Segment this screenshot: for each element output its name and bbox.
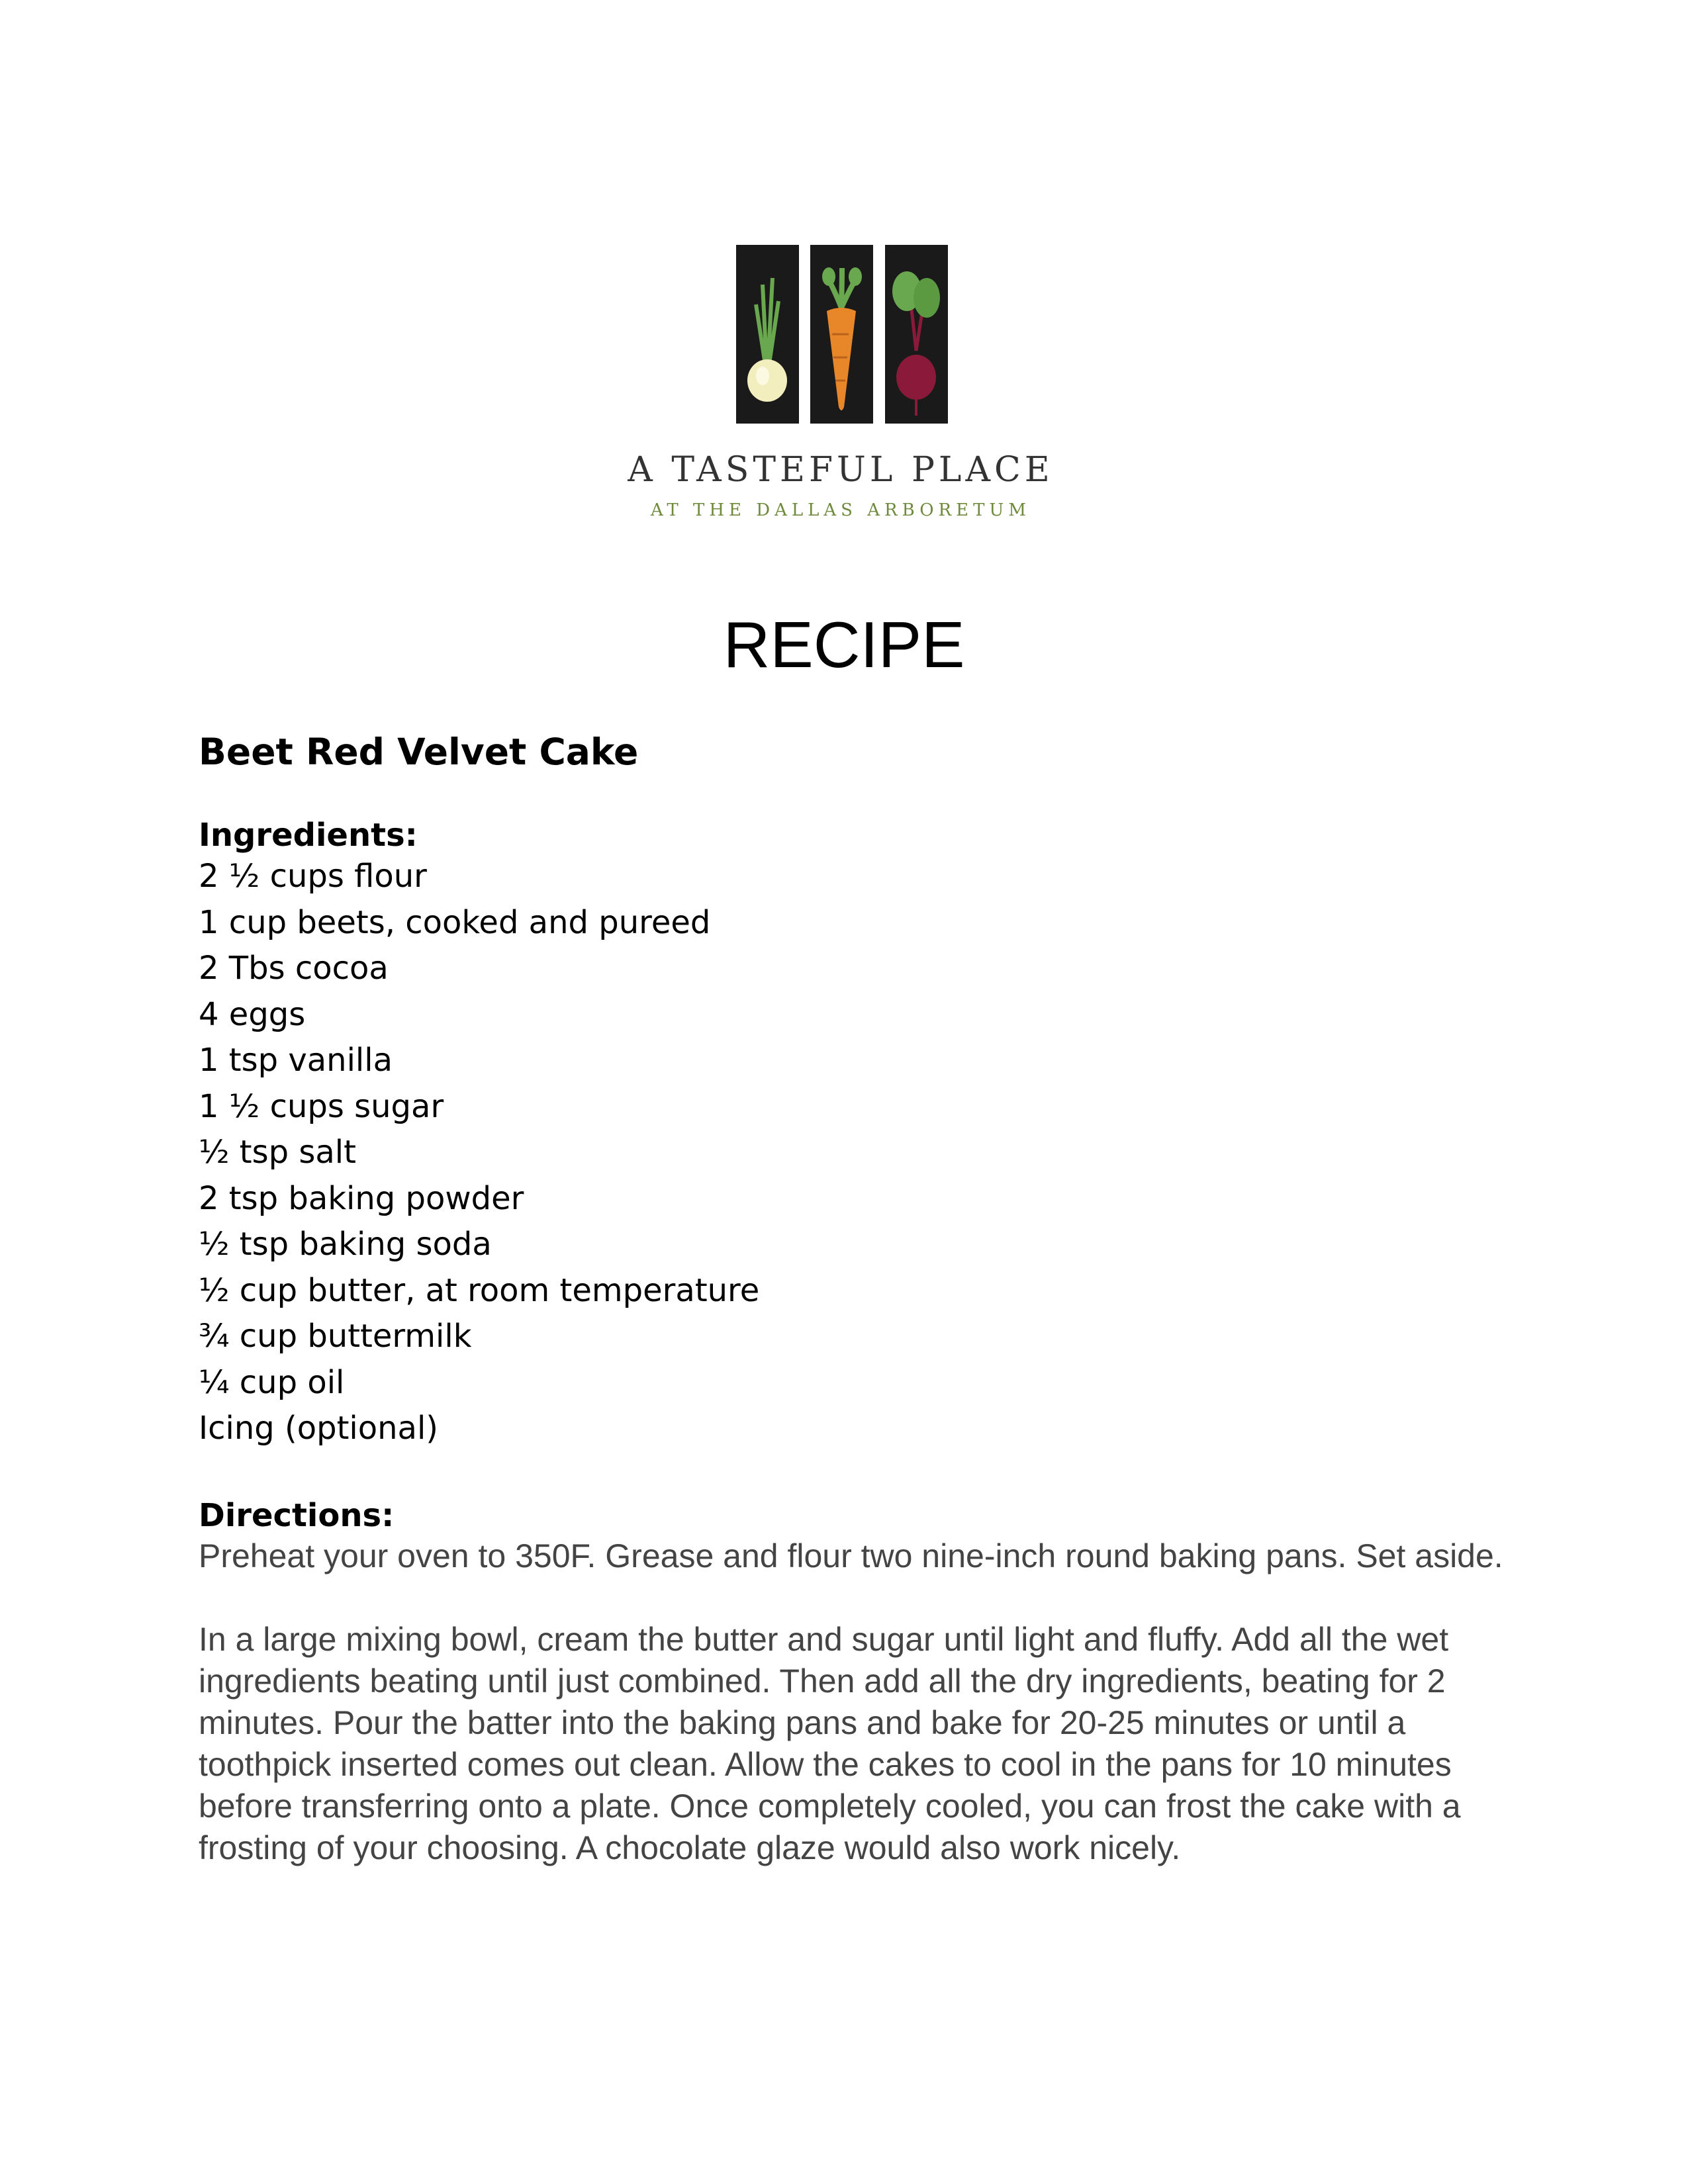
brand-subtitle: AT THE DALLAS ARBORETUM [651, 500, 1031, 520]
ingredients-label: Ingredients: [199, 817, 418, 854]
ingredients-list [199, 854, 759, 1452]
ingredient-item: 1 tsp vanilla [199, 1042, 393, 1079]
carrot-icon [810, 245, 873, 424]
brand-name: A TASTEFUL PLACE [628, 450, 1054, 490]
direction-paragraph: In a large mixing bowl, cream the butter and sugar until light and fluffy. Add all the wet ingredients beating until just combined. Then add all the dry ingredients, beating for 2 minutes. Pour the batter into the baking pans and bake for 20-25 minutes or until a toothpick inserted comes out clean. Allow the cakes to cool in the pans for 10 minutes before transferring onto a plate. Once completely cooled, you can frost the cake with a frosting of your choosing. A chocolate glaze would also work nicely. [199, 1621, 1461, 1866]
direction-paragraph: Preheat your oven to 350F. Grease and flour two nine-inch round baking pans. Set aside. [199, 1537, 1503, 1574]
ingredient-item: ½ tsp baking soda [199, 1226, 492, 1263]
logo [736, 245, 948, 424]
recipe-heading: RECIPE [723, 608, 965, 681]
ingredient-item: 4 eggs [199, 995, 306, 1033]
beet-icon [885, 245, 948, 424]
ingredient-item: ¼ cup oil [199, 1363, 345, 1401]
ingredient-item: 1 ½ cups sugar [199, 1087, 444, 1125]
ingredient-item: 2 tsp baking powder [199, 1179, 524, 1217]
ingredient-item: 2 Tbs cocoa [199, 950, 389, 987]
onion-icon [736, 245, 799, 424]
ingredient-item: ½ tsp salt [199, 1134, 356, 1171]
logo-graphic [736, 245, 948, 424]
ingredient-item: 2 ½ cups flour [199, 858, 427, 895]
directions-text [199, 1535, 1523, 1911]
directions-label: Directions: [199, 1497, 395, 1534]
ingredient-item: ¾ cup buttermilk [199, 1318, 472, 1355]
ingredient-item: ½ cup butter, at room temperature [199, 1271, 760, 1309]
recipe-title: Beet Red Velvet Cake [199, 731, 639, 773]
ingredient-item: 1 cup beets, cooked and pureed [199, 903, 711, 941]
ingredient-item: Icing (optional) [199, 1410, 439, 1447]
